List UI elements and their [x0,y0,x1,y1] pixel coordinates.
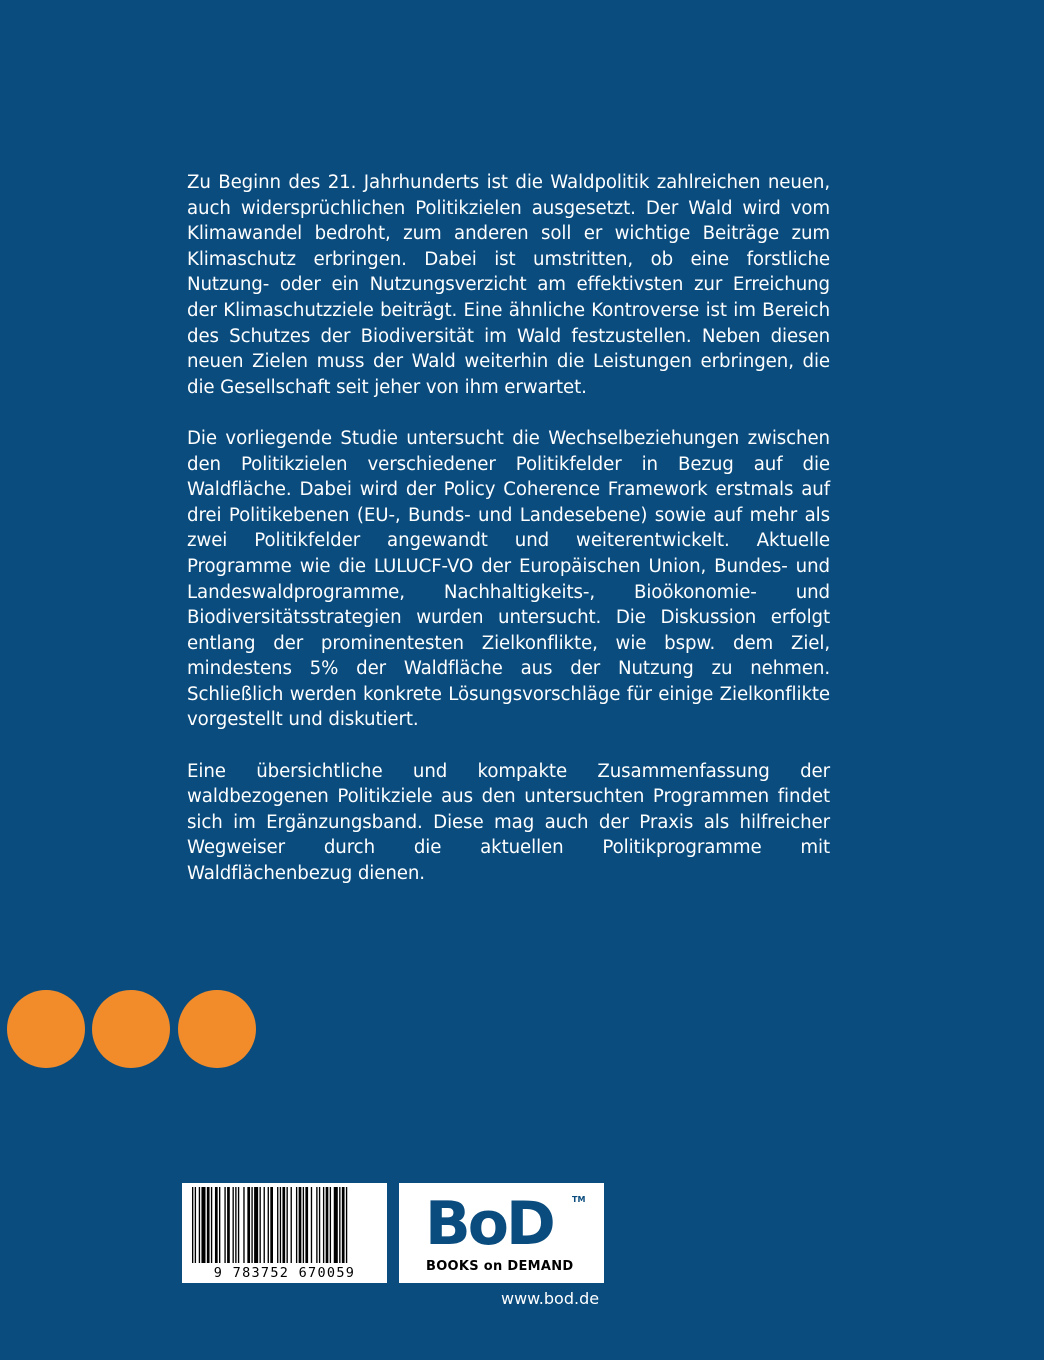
barcode-bar [342,1187,345,1263]
barcode-bar [233,1187,234,1263]
barcode-bar [305,1187,308,1263]
barcode-bar [316,1187,317,1263]
barcode-bar [303,1187,304,1263]
barcode-bar [270,1187,273,1263]
barcode-bar [280,1187,281,1263]
barcode-bar [211,1187,212,1263]
barcode-bar [330,1187,331,1263]
barcode-bar [207,1187,210,1263]
trademark-mark: TM [572,1195,586,1204]
barcode-bar [254,1187,258,1263]
barcode-bar [323,1187,324,1263]
barcode-bar [224,1187,225,1263]
blurb-paragraph-1: Zu Beginn des 21. Jahrhunderts ist die Waldpolitik zahlreichen neuen, auch widersprüchlichen Politikzielen ausgesetzt. Der Wald wird vom Klimawandel bedroht, zum anderen soll er wichtige Beiträge zum Klimaschutz erbringen. Dabei ist umstritten, ob eine forstliche Nutzung- oder ein Nutzungsverzicht am effektivsten zur Erreichung der Klimaschutzziele beiträgt. Eine ähnliche Kontroverse ist im Bereich des Schutzes der Biodiversität im Wald festzustellen. Neben diesen neuen Zielen muss der Wald weiterhin die Leistungen erbringen, die die Gesellschaft seit jeher von ihm erwartet. [187,172,830,398]
barcode-bar [215,1187,218,1263]
barcode-bar [251,1187,252,1263]
barcode-bar [339,1187,340,1263]
barcode-bar [192,1187,193,1263]
barcode-bar [277,1187,278,1263]
orange-dot [7,990,85,1068]
barcode-bar [311,1187,312,1263]
barcode-bar [346,1187,347,1263]
barcode-bar [243,1187,244,1263]
orange-dot [92,990,170,1068]
barcode-bar [235,1187,236,1263]
publisher-logo [399,1183,604,1283]
barcode-bar [299,1187,302,1263]
barcode-bar [199,1187,200,1263]
blurb-paragraph-2: Die vorliegende Studie untersucht die Wechselbeziehungen zwischen den Politikzielen verschiedener Politikfelder in Bezug auf die Waldfläche. Dabei wird der Policy Coherence Framework erstmals auf drei Politikebenen (EU-, Bunds- und Landesebene) sowie auf mehr als zwei Politikfelder angewandt und weiterentwickelt. Aktuelle Programme wie die LULUCF-VO der Europäischen Union, Bundes- und Landeswaldprogramme, Nachhaltigkeits-, Bioökonomie- und Biodiversitätsstrategien wurden untersucht. Die Diskussion erfolgt entlang der prominentesten Zielkonflikte, wie bspw. dem Ziel, mindestens 5% der Waldfläche aus der Nutzung zu nehmen. Schließlich werden konkrete Lösungsvorschläge für einige Zielkonflikte vorgestellt und diskutiert. [187,427,830,731]
barcode-bar [247,1187,250,1263]
blurb-paragraph-3: Eine übersichtliche und kompakte Zusammenfassung der waldbezogenen Politikziele aus den untersuchten Programmen findet sich im Ergänzungsband. Diese mag auch der Praxis als hilfreicher Wegweiser durch die aktuellen Politikprogramme mit Waldflächenbezug dienen. [187,760,830,885]
barcode-bar [319,1187,320,1263]
publisher-tagline: BOOKS on DEMAND [426,1259,574,1274]
back-cover-blurb [187,170,830,912]
barcode-bar [287,1187,288,1263]
orange-dot [178,990,256,1068]
barcode-bar [334,1187,338,1263]
barcode-bar [282,1187,285,1263]
barcode-bar [238,1187,239,1263]
barcode-bar [201,1187,205,1263]
barcode-bar [264,1187,265,1263]
barcode-bar [195,1187,196,1263]
bod-logo-text: BoD [425,1189,553,1259]
publisher-url[interactable]: www.bod.de [501,1289,600,1308]
barcode-bar [260,1187,261,1263]
barcode-bar [227,1187,230,1263]
barcode-bar [326,1187,329,1263]
isbn-digits: 9 783752 670059 [213,1265,356,1281]
barcode-bar [291,1187,292,1263]
barcode-bar [268,1187,269,1263]
orange-dots-decoration [7,990,259,1070]
barcode-bar [219,1187,220,1263]
barcode-bars [186,1187,383,1263]
isbn-barcode [182,1183,387,1283]
barcode-bar [296,1187,297,1263]
